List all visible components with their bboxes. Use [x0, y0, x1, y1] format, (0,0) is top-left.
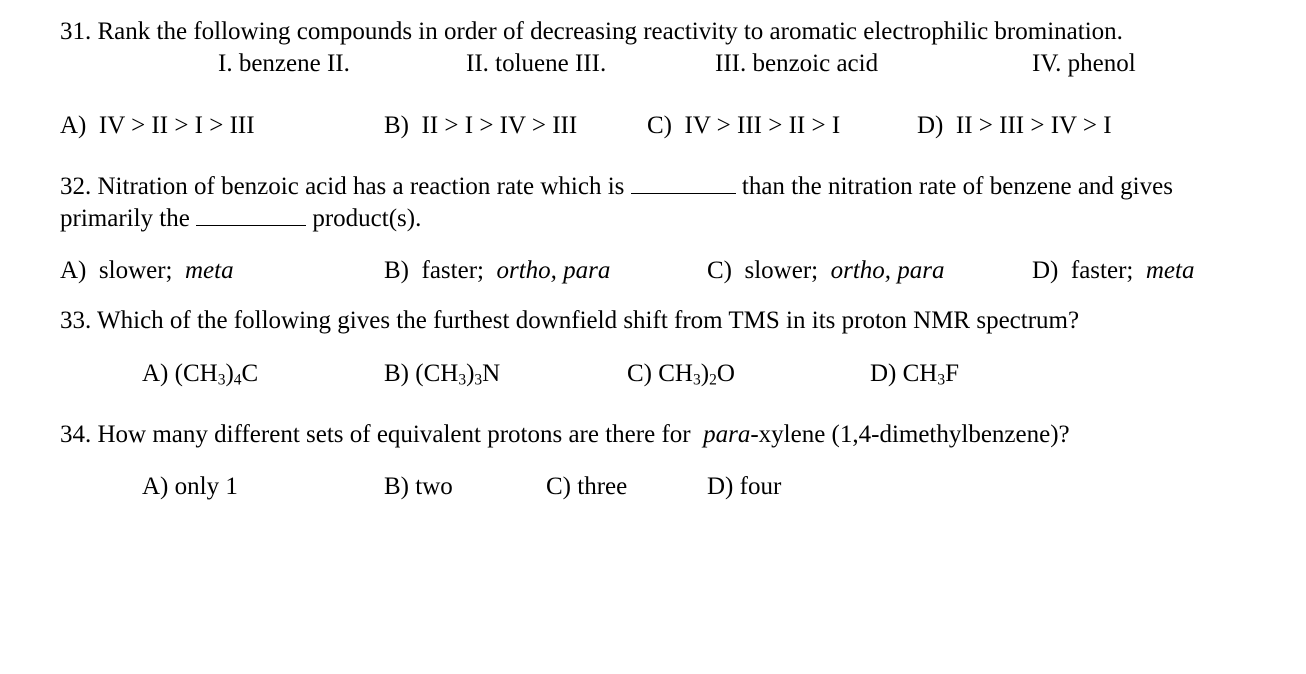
q34-question: [60, 421, 1070, 450]
formula-subscript: 3: [937, 371, 946, 389]
formula-subscript: 3: [692, 371, 701, 389]
q33-choice-a: [142, 360, 258, 389]
q31-choice-c: [647, 112, 840, 141]
formula-subscript: 2: [709, 371, 717, 389]
formula-subscript: 4: [233, 371, 242, 389]
q32-line-1: [60, 173, 1173, 202]
q31-question: 31. Rank the following compounds in order of decreasing reactivity to aromatic electrophilic bromination.: [60, 18, 1123, 45]
q32-choice-d: [1032, 257, 1194, 286]
formula-part: C: [241, 360, 259, 387]
q33-choice-d: [870, 360, 959, 389]
formula-subscript: 3: [217, 371, 226, 389]
choice-text: slower;: [744, 257, 819, 284]
q34-choice-c: C) three: [546, 473, 628, 500]
q34-choice-d: D) four: [707, 473, 782, 500]
formula-part: ): [700, 360, 710, 387]
choice-text: IV > III > II > I: [684, 112, 841, 139]
choice-letter: C): [707, 257, 732, 284]
choice-letter: B): [384, 112, 409, 139]
choice-emphasis: ortho, para: [496, 257, 611, 284]
choice-emphasis: meta: [185, 257, 234, 284]
formula-part: D) CH: [870, 360, 938, 387]
q31-item-3: III. benzoic acid: [715, 50, 879, 77]
q31-choice-a: [60, 112, 255, 141]
choice-letter: D): [917, 112, 944, 139]
answer-blank-1: [631, 193, 736, 194]
formula-part: A) (CH: [142, 360, 218, 387]
q32-choice-c: [707, 257, 945, 286]
formula-part: O: [716, 360, 735, 387]
q31-item-2: II. toluene III.: [466, 50, 607, 77]
q33-choice-c: [627, 360, 735, 389]
q32-text-1: 32. Nitration of benzoic acid has a reaction rate which is: [60, 173, 625, 200]
q34-choice-a: A) only 1: [142, 473, 238, 500]
formula-part: F: [945, 360, 960, 387]
choice-letter: D): [1032, 257, 1059, 284]
choice-letter: C): [647, 112, 672, 139]
answer-blank-2: [196, 225, 306, 226]
choice-letter: A): [60, 112, 87, 139]
choice-emphasis: ortho, para: [830, 257, 945, 284]
formula-part: ): [466, 360, 475, 387]
q34-text-1: 34. How many different sets of equivalent protons are there for: [60, 421, 691, 448]
q34-emphasis: para: [703, 421, 751, 448]
q33-choice-b: [384, 360, 500, 389]
q33-question: 33. Which of the following gives the furthest downfield shift from TMS in its proton NMR spectrum?: [60, 307, 1080, 334]
choice-emphasis: meta: [1145, 257, 1195, 284]
q32-line-2: [60, 205, 421, 234]
q32-choice-b: [384, 257, 610, 286]
formula-subscript: 3: [458, 371, 467, 389]
choice-letter: A): [60, 257, 87, 284]
formula-part: N: [482, 360, 501, 387]
formula-part: ): [225, 360, 234, 387]
q31-choice-b: [384, 112, 577, 141]
q32-text-3: primarily the: [60, 205, 190, 232]
formula-part: C) CH: [627, 360, 693, 387]
q34-choice-b: B) two: [384, 473, 453, 500]
choice-text: II > I > IV > III: [421, 112, 578, 139]
q32-text-2: than the nitration rate of benzene and gives: [741, 173, 1173, 200]
formula-part: B) (CH: [384, 360, 459, 387]
formula-subscript: 3: [474, 371, 483, 389]
choice-text: slower;: [98, 257, 173, 284]
q32-text-4: product(s).: [312, 205, 422, 232]
choice-text: II > III > IV > I: [955, 112, 1112, 139]
q34-text-2: -xylene (1,4-dimethylbenzene)?: [750, 421, 1070, 448]
choice-text: faster;: [421, 257, 484, 284]
choice-text: IV > II > I > III: [98, 112, 255, 139]
q31-item-4: IV. phenol: [1032, 50, 1136, 77]
choice-text: faster;: [1070, 257, 1134, 284]
choice-letter: B): [384, 257, 409, 284]
q31-item-1: I. benzene II.: [218, 50, 350, 77]
q31-choice-d: [917, 112, 1112, 141]
q32-choice-a: [60, 257, 234, 286]
